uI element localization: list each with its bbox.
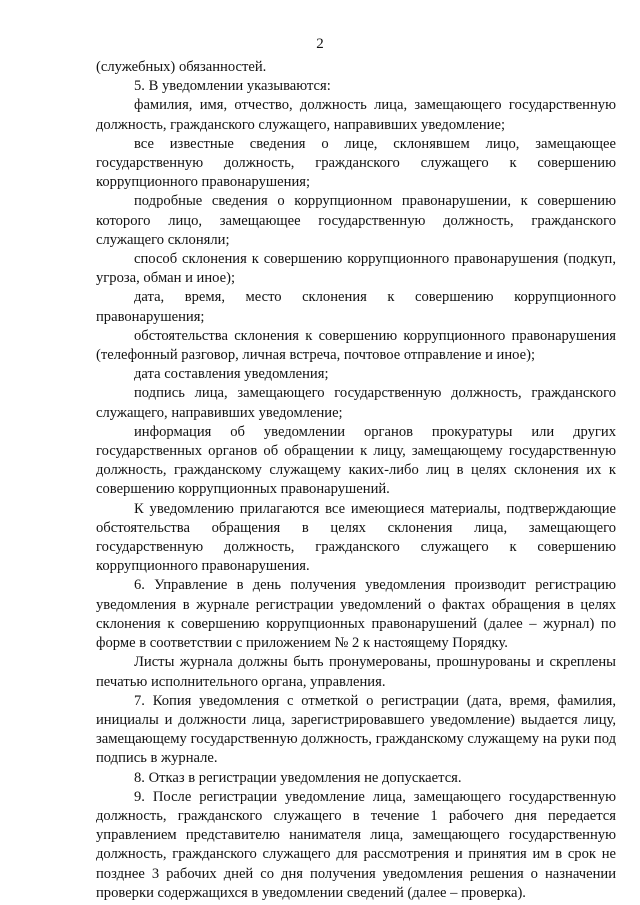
paragraph: дата составления уведомления;	[134, 366, 329, 383]
paragraph: обстоятельства склонения к совершению коррупционного правонарушения (телефонный разговор, личная встреча, почтовое отправление и иное);	[96, 327, 616, 364]
paragraph: К уведомлению прилагаются все имеющиеся материалы, подтверждающие обстоятельства обращения в целях склонения лица, замещающего государственную должность, гражданского служащего к совершению коррупционного правонарушения.	[96, 500, 616, 575]
paragraph: способ склонения к совершению коррупционного правонарушения (подкуп, угроза, обман и иное);	[96, 251, 616, 287]
page-number: 2	[316, 36, 324, 52]
paragraph: 8. Отказ в регистрации уведомления не допускается.	[134, 769, 462, 786]
paragraph: 7. Копия уведомления с отметкой о регистрации (дата, время, фамилия, инициалы и должности лица, зарегистрировавшего уведомление) выдается лицу, замещающему государственную должность, гражданскому служащему на руки под подпись в журнале.	[96, 692, 616, 767]
paragraph: Листы журнала должны быть пронумерованы, прошнурованы и скреплены печатью исполнительного органа, управления.	[96, 654, 616, 690]
paragraph: (служебных) обязанностей.	[96, 59, 267, 75]
paragraph: дата, время, место склонения к совершению коррупционного правонарушения;	[96, 289, 616, 325]
paragraph: 9. После регистрации уведомление лица, замещающего государственную должность, гражданского служащего в течение 1 рабочего дня передается управлением представителю нанимателя лица, замещающего государственную должность, гражданского служащего для рассмотрения и принятия им в срок не позднее 3 рабочих дней со дня получения уведомления решения о назначении проверки содержащихся в уведомлении сведений (далее – проверка).	[96, 788, 616, 901]
document-body	[96, 58, 616, 903]
paragraph: фамилия, имя, отчество, должность лица, замещающего государственную должность, гражданского служащего, направивших уведомление;	[96, 97, 616, 133]
paragraph: информация об уведомлении органов прокуратуры или других государственных органов об обращении к лицу, замещающему государственную должность, гражданскому служащему каких-либо лиц в целях склонения их к совершению коррупционных правонарушений.	[96, 423, 616, 498]
paragraph: подробные сведения о коррупционном правонарушении, к совершению которого лицо, замещающее государственную должность, гражданского служащего склоняли;	[96, 193, 616, 248]
paragraph: подпись лица, замещающего государственную должность, гражданского служащего, направивших уведомление;	[96, 385, 616, 421]
paragraph: 6. Управление в день получения уведомления производит регистрацию уведомления в журнале регистрации уведомлений о фактах обращения в целях склонения к совершению коррупционных правонарушений (далее – журнал) по форме в соответствии с приложением № 2 к настоящему Порядку.	[96, 577, 616, 652]
paragraph: 5. В уведомлении указываются:	[134, 78, 331, 95]
paragraph: все известные сведения о лице, склонявшем лицо, замещающее государственную должность, гражданского служащего к совершению коррупционного правонарушения;	[96, 135, 616, 191]
